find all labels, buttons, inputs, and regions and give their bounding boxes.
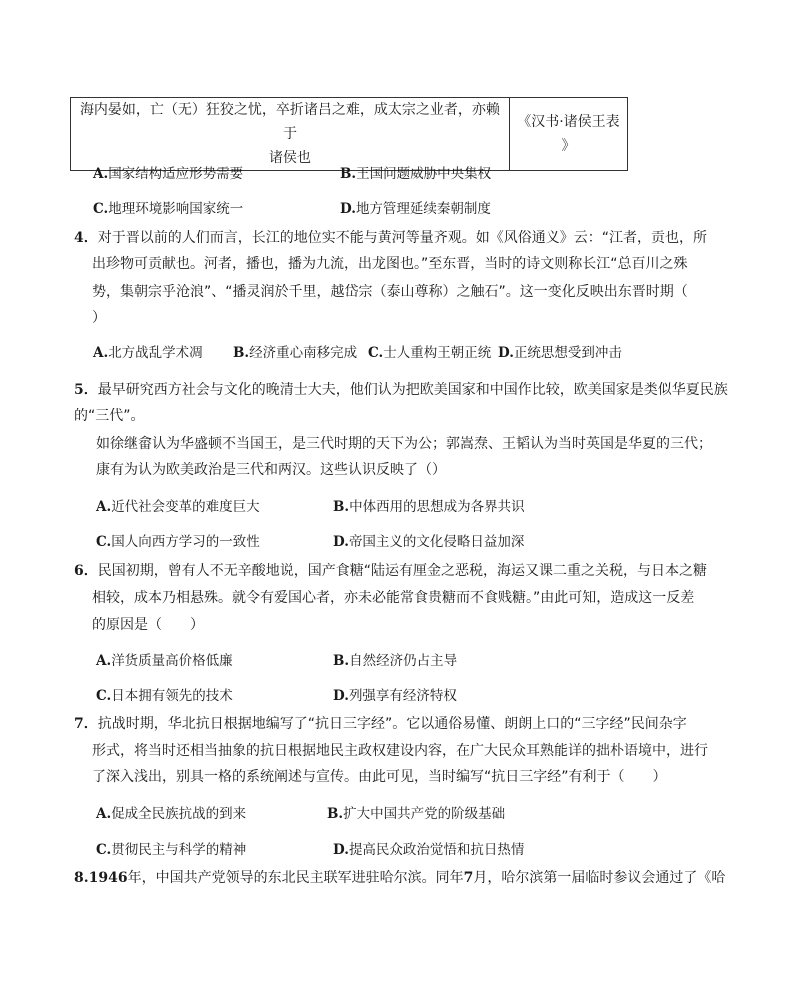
q5-stem-line-3: 如徐继畲认为华盛顿不当国王，是三代时期的天下为公；郭嵩焘、王韬认为当时英国是华夏的三代； — [96, 436, 712, 452]
source-line-2: 》 — [561, 138, 576, 154]
source-table — [70, 97, 628, 171]
q5-number: 5． — [74, 382, 98, 398]
q7-option-b[interactable]: B.扩大中国共产党的阶级基础 — [327, 806, 506, 822]
q7-number: 7． — [74, 716, 98, 732]
q6-option-c[interactable]: C.日本拥有领先的技术 — [96, 688, 233, 704]
q4-stem-line-2: 出珍物可贡献也。河者，播也，播为九流，出龙图也。”至东晋，当时的诗文则称长江“总百川之殊 — [92, 256, 688, 272]
quote-line-2: 诸侯也 — [268, 150, 311, 166]
q5-stem-line-4: 康有为认为欧美政治是三代和两汉。这些认识反映了（） — [96, 462, 446, 478]
q5-stem-line-1: 5．最早研究西方社会与文化的晚清士大夫，他们认为把欧美国家和中国作比较，欧美国家是类似华夏民族 — [74, 382, 728, 398]
q4-option-d[interactable]: D.正统思想受到冲击 — [498, 345, 622, 361]
q3-option-c[interactable]: C.地理环境影响国家统一 — [93, 201, 244, 217]
q8-number: 8. — [74, 870, 89, 886]
q4-option-c[interactable]: C.士人重构王朝正统 — [368, 345, 492, 361]
q7-option-a[interactable]: A.促成全民族抗战的到来 — [96, 806, 247, 822]
q3-option-d[interactable]: D.地方管理延续秦朝制度 — [340, 201, 491, 217]
source-cell — [509, 98, 627, 171]
q5-stem-line-2: 的“三代”。 — [74, 408, 145, 424]
q5-option-d[interactable]: D.帝国主义的文化侵略日益加深 — [333, 534, 525, 550]
q3-option-a[interactable]: A.国家结构适应形势需要 — [93, 166, 244, 182]
q3-option-b[interactable]: B.王国问题威胁中央集权 — [340, 166, 492, 182]
q4-option-b[interactable]: B.经济重心南移完成 — [233, 345, 358, 361]
q4-number: 4． — [74, 230, 98, 246]
q4-stem-line-3: 势，集朝宗乎沧浪”、“播灵润於千里，越岱宗（泰山尊称）之触石”。这一变化反映出东晋时期（ — [92, 284, 688, 300]
q7-option-c[interactable]: C.贯彻民主与科学的精神 — [96, 842, 247, 858]
quote-line-1: 海内晏如，亡（无）狂狡之忧，卒折诸吕之难，成太宗之业者，亦赖于 — [79, 102, 500, 142]
q8-stem-line-1: 8.1946年，中国共产党领导的东北民主联军进驻哈尔滨。同年7月，哈尔滨第一届临时参议会通过了《哈 — [74, 870, 726, 886]
q4-stem-line-4: ） — [92, 310, 106, 326]
q7-stem-line-2: 形式，将当时还相当抽象的抗日根据地民主政权建设内容，在广大民众耳熟能详的拙朴语境中，进行 — [92, 743, 708, 759]
q6-stem-line-1: 6．民国初期，曾有人不无辛酸地说，国产食糖“陆运有厘金之恶税，海运又课二重之关税，与日本之糖 — [74, 563, 708, 579]
q6-option-b[interactable]: B.自然经济仍占主导 — [333, 653, 458, 669]
q5-option-c[interactable]: C.国人向西方学习的一致性 — [96, 534, 260, 550]
quote-cell — [71, 98, 510, 171]
q5-option-b[interactable]: B.中体西用的思想成为各界共识 — [333, 499, 525, 515]
q6-option-a[interactable]: A.洋货质量高价格低廉 — [96, 653, 233, 669]
q7-option-d[interactable]: D.提高民众政治觉悟和抗日热情 — [333, 842, 525, 858]
q5-option-a[interactable]: A.近代社会变革的难度巨大 — [96, 499, 260, 515]
q6-stem-line-3: 的原因是（ ） — [92, 617, 204, 633]
q7-stem-line-3: 了深入浅出，别具一格的系统阐述与宣传。由此可见，当时编写“抗日三字经”有利于（ ） — [92, 769, 667, 785]
source-line-1: 《汉书·诸侯王表 — [517, 114, 620, 130]
q6-stem-line-2: 相较，成本乃相悬殊。就令有爱国心者，亦未必能常食贵糖而不食贱糖。”由此可知，造成这一反差 — [92, 590, 695, 606]
q4-stem-line-1: 4．对于晋以前的人们而言，长江的地位实不能与黄河等量齐观。如《风俗通义》云：“江者，贡也，所 — [74, 230, 708, 246]
q6-option-d[interactable]: D.列强享有经济特权 — [333, 688, 457, 704]
q6-number: 6． — [74, 563, 98, 579]
q7-stem-line-1: 7．抗战时期，华北抗日根据地编写了“抗日三字经”。它以通俗易懂、朗朗上口的“三字经”民间杂字 — [74, 716, 687, 732]
q8-month: 7 — [463, 870, 474, 886]
q8-year: 1946 — [88, 870, 128, 886]
q4-option-a[interactable]: A.北方战乱学术凋 — [93, 345, 203, 361]
